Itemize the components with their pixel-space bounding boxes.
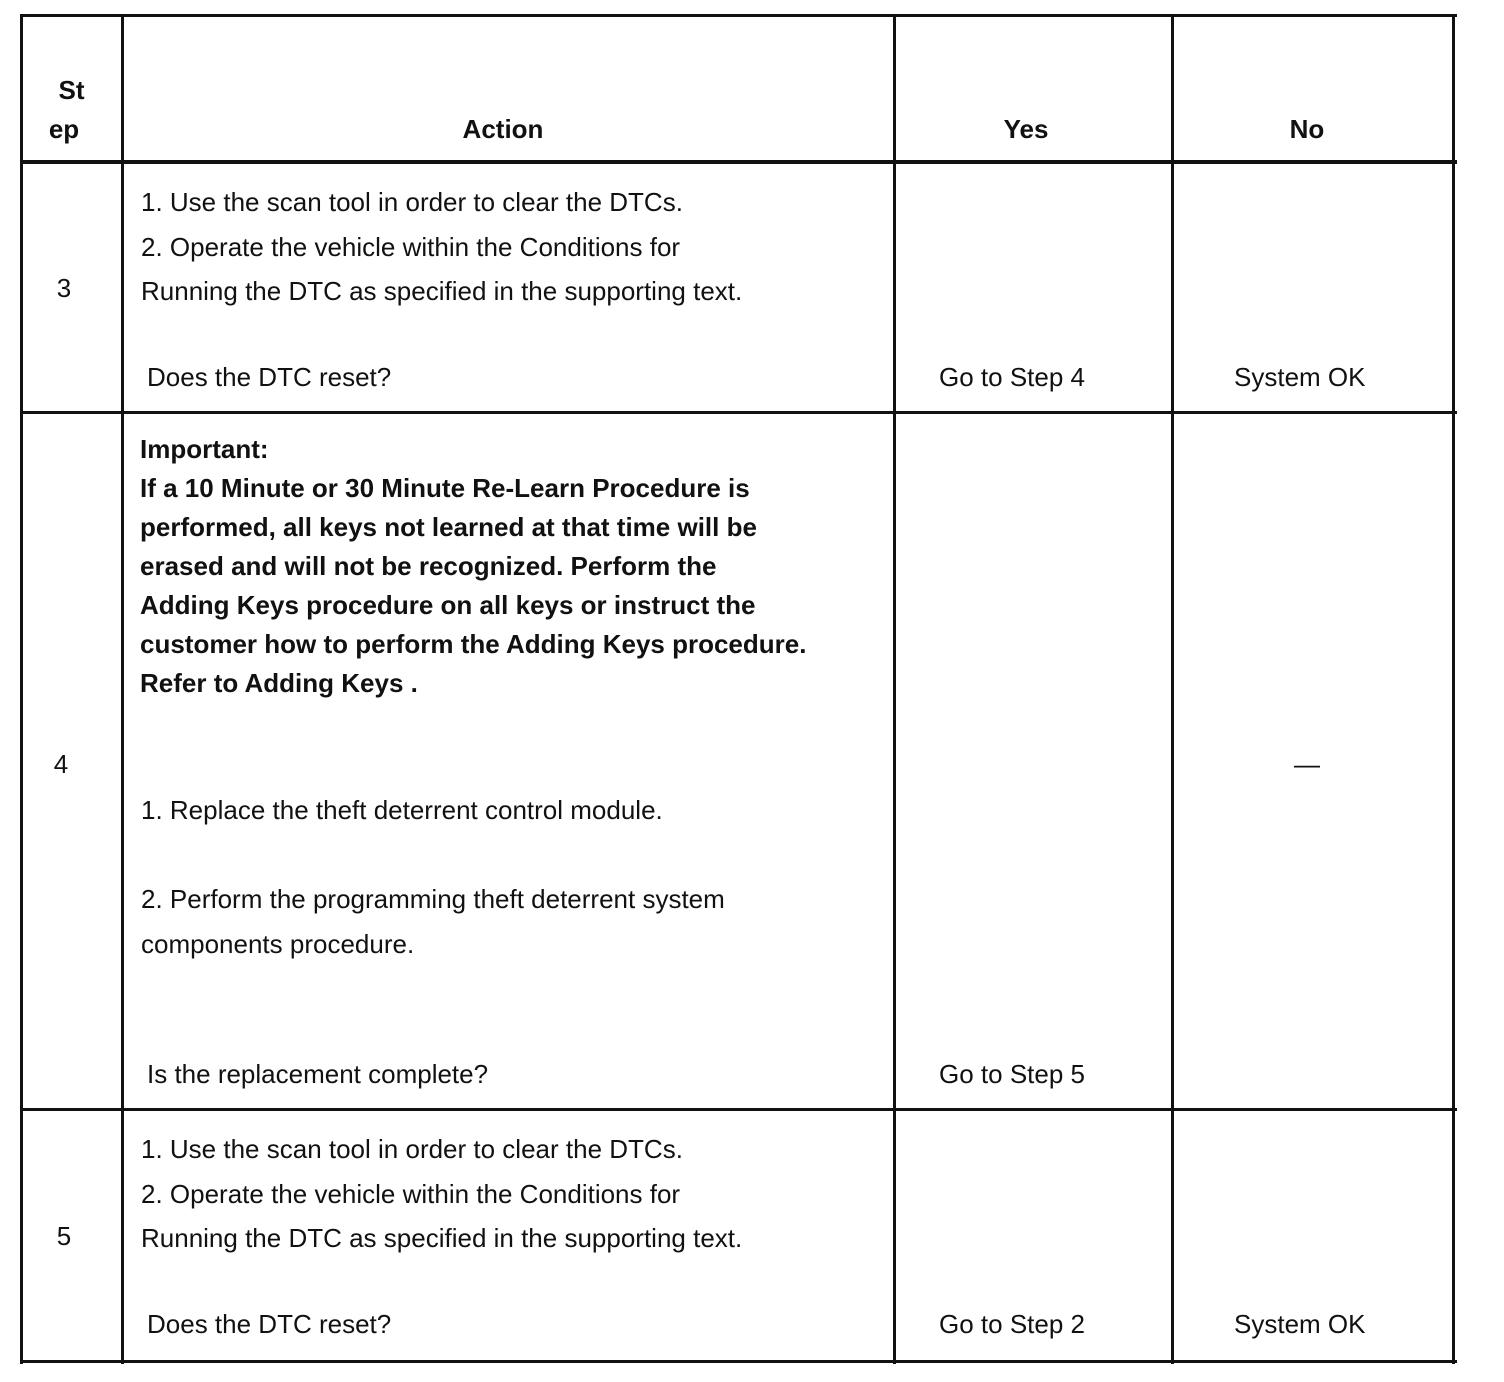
table-border-left	[20, 14, 23, 1364]
header-yes: Yes	[1003, 114, 1049, 144]
action-list-item: 1. Replace the theft deterrent control module.	[141, 795, 663, 825]
action-continuation: Running the DTC as specified in the supporting text.	[141, 276, 743, 306]
action-question: Does the DTC reset?	[147, 1309, 392, 1339]
step-number: 5	[56, 1221, 72, 1251]
table-border-bottom	[20, 1360, 1457, 1363]
step-number: 3	[56, 273, 72, 303]
important-text-line: If a 10 Minute or 30 Minute Re-Learn Procedure is	[140, 473, 750, 503]
yes-result: Go to Step 5	[939, 1059, 1085, 1089]
action-list-item: 2. Operate the vehicle within the Conditions for	[141, 232, 681, 262]
action-list-item: 1. Use the scan tool in order to clear the DTCs.	[141, 1134, 683, 1164]
action-list-item: 1. Use the scan tool in order to clear the DTCs.	[141, 187, 683, 217]
important-text-line: Adding Keys procedure on all keys or instruct the	[140, 590, 756, 620]
step-number: 4	[53, 749, 69, 779]
action-question: Does the DTC reset?	[147, 362, 392, 392]
no-result: System OK	[1234, 362, 1366, 392]
row-divider	[20, 411, 1457, 414]
column-divider	[121, 14, 124, 1364]
column-divider	[893, 14, 896, 1364]
important-text-line: customer how to perform the Adding Keys procedure.	[140, 629, 807, 659]
action-question: Is the replacement complete?	[147, 1059, 489, 1089]
header-action: Action	[462, 114, 544, 144]
action-continuation: components procedure.	[141, 929, 415, 959]
table-border-right	[1452, 14, 1455, 1364]
header-step-line2: ep	[48, 114, 80, 144]
important-text-line: performed, all keys not learned at that time will be	[140, 512, 757, 542]
important-text-line: erased and will not be recognized. Perform the	[140, 551, 717, 581]
no-result: System OK	[1234, 1309, 1366, 1339]
yes-result: Go to Step 4	[939, 362, 1085, 392]
table-border-top	[20, 14, 1457, 17]
row-divider	[20, 1108, 1457, 1111]
no-result: —	[1294, 749, 1320, 779]
header-step-line1: St	[58, 75, 85, 105]
action-continuation: Running the DTC as specified in the supporting text.	[141, 1223, 743, 1253]
table-header-divider	[20, 160, 1457, 164]
column-divider	[1171, 14, 1174, 1364]
action-list-item: 2. Perform the programming theft deterrent system	[141, 884, 725, 914]
action-list-item: 2. Operate the vehicle within the Conditions for	[141, 1179, 681, 1209]
header-no: No	[1289, 114, 1325, 144]
important-text-line: Refer to Adding Keys .	[140, 668, 418, 698]
yes-result: Go to Step 2	[939, 1309, 1085, 1339]
important-label: Important:	[140, 434, 269, 464]
